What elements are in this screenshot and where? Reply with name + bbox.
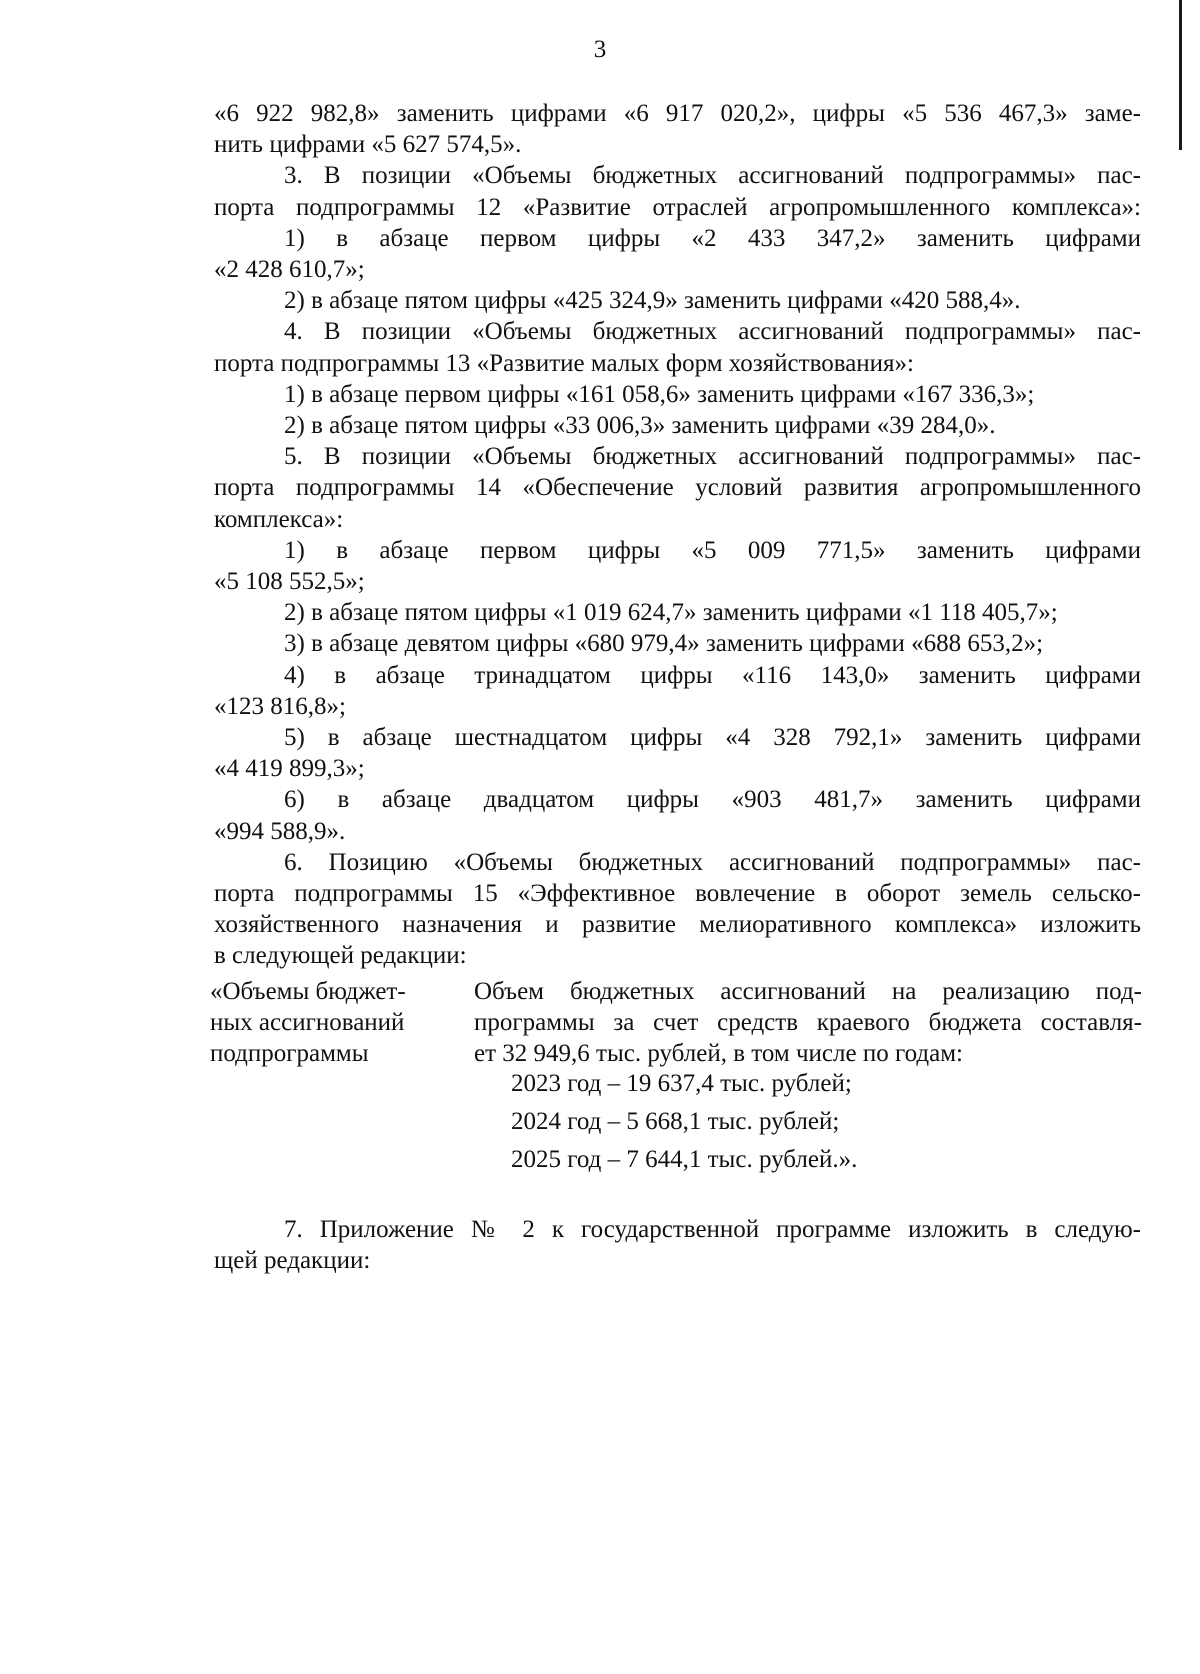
passport-position-value bbox=[474, 976, 1142, 1180]
passport-year-2024: 2024 год – 5 668,1 тыс. рублей; bbox=[511, 1108, 840, 1136]
passport-left-line: ных ассигнований bbox=[210, 1008, 405, 1036]
paragraph-line: 7. Приложение № 2 к государственной программе изложить в следую- bbox=[284, 1215, 1141, 1243]
paragraph-line: 1) в абзаце первом цифры «161 058,6» заменить цифрами «167 336,3»; bbox=[284, 380, 1035, 408]
paragraph-line: комплекса»: bbox=[214, 505, 344, 533]
paragraph-line: 5. В позиции «Объемы бюджетных ассигнований подпрограммы» пас- bbox=[284, 443, 1141, 471]
passport-position-name bbox=[210, 976, 450, 1070]
passport-left-line: «Объемы бюджет- bbox=[210, 977, 406, 1005]
scan-edge-line bbox=[1179, 0, 1182, 150]
paragraph-line: 6. Позицию «Объемы бюджетных ассигнований подпрограммы» пас- bbox=[284, 848, 1141, 876]
passport-position-block bbox=[210, 976, 1142, 1176]
page-number: 3 bbox=[593, 36, 607, 63]
paragraph-line: 2) в абзаце пятом цифры «1 019 624,7» заменить цифрами «1 118 405,7»; bbox=[284, 599, 1058, 627]
section-7 bbox=[214, 1214, 1141, 1276]
paragraph-line: «6 922 982,8» заменить цифрами «6 917 020,2», цифры «5 536 467,3» заме- bbox=[214, 100, 1141, 127]
paragraph-line: 4) в абзаце тринадцатом цифры «116 143,0» заменить цифрами bbox=[284, 661, 1141, 689]
paragraph-line: порта подпрограммы 15 «Эффективное вовлечение в оборот земель сельско- bbox=[214, 880, 1141, 908]
paragraph-line: 3) в абзаце девятом цифры «680 979,4» заменить цифрами «688 653,2»; bbox=[284, 630, 1044, 658]
paragraph-line: «4 419 899,3»; bbox=[214, 755, 365, 783]
paragraph-line: «2 428 610,7»; bbox=[214, 256, 365, 284]
paragraph-line: 6) в абзаце двадцатом цифры «903 481,7» заменить цифрами bbox=[284, 786, 1141, 814]
paragraph-line: «994 588,9». bbox=[214, 817, 346, 845]
passport-right-line: Объем бюджетных ассигнований на реализацию под- bbox=[474, 977, 1142, 1005]
paragraph-line: 4. В позиции «Объемы бюджетных ассигнований подпрограммы» пас- bbox=[284, 318, 1141, 346]
paragraph-line: «5 108 552,5»; bbox=[214, 568, 365, 596]
passport-right-line: программы за счет средств краевого бюджета составля- bbox=[474, 1008, 1142, 1036]
passport-right-line: ет 32 949,6 тыс. рублей, в том числе по годам: bbox=[474, 1040, 963, 1068]
paragraph-line: порта подпрограммы 14 «Обеспечение условий развития агропромышленного bbox=[214, 474, 1141, 502]
paragraph-line: 3. В позиции «Объемы бюджетных ассигнований подпрограммы» пас- bbox=[284, 162, 1141, 190]
paragraph-line: 5) в абзаце шестнадцатом цифры «4 328 792,1» заменить цифрами bbox=[284, 724, 1141, 752]
paragraph-line: «123 816,8»; bbox=[214, 692, 346, 720]
paragraph-line: порта подпрограммы 12 «Развитие отраслей агропромышленного комплекса»: bbox=[214, 193, 1141, 221]
paragraph-line: нить цифрами «5 627 574,5». bbox=[214, 131, 522, 159]
passport-left-line: подпрограммы bbox=[210, 1040, 369, 1068]
passport-year-2025: 2025 год – 7 644,1 тыс. рублей.». bbox=[511, 1146, 858, 1174]
document-body bbox=[210, 98, 1142, 1276]
paragraph-line: щей редакции: bbox=[214, 1246, 371, 1274]
paragraph-line: 2) в абзаце пятом цифры «33 006,3» заменить цифрами «39 284,0». bbox=[284, 412, 996, 440]
paragraph-line: в следующей редакции: bbox=[214, 942, 467, 970]
paragraph-line: порта подпрограммы 13 «Развитие малых форм хозяйствования»: bbox=[214, 349, 914, 377]
paragraph-line: 1) в абзаце первом цифры «2 433 347,2» заменить цифрами bbox=[284, 224, 1141, 252]
paragraph-line: 1) в абзаце первом цифры «5 009 771,5» заменить цифрами bbox=[284, 536, 1141, 564]
passport-year-2023: 2023 год – 19 637,4 тыс. рублей; bbox=[511, 1070, 852, 1098]
paragraph-line: 2) в абзаце пятом цифры «425 324,9» заменить цифрами «420 588,4». bbox=[284, 287, 1021, 315]
passport-year-list bbox=[511, 1065, 1142, 1179]
paragraph-line: хозяйственного назначения и развитие мелиоративного комплекса» изложить bbox=[214, 911, 1141, 939]
